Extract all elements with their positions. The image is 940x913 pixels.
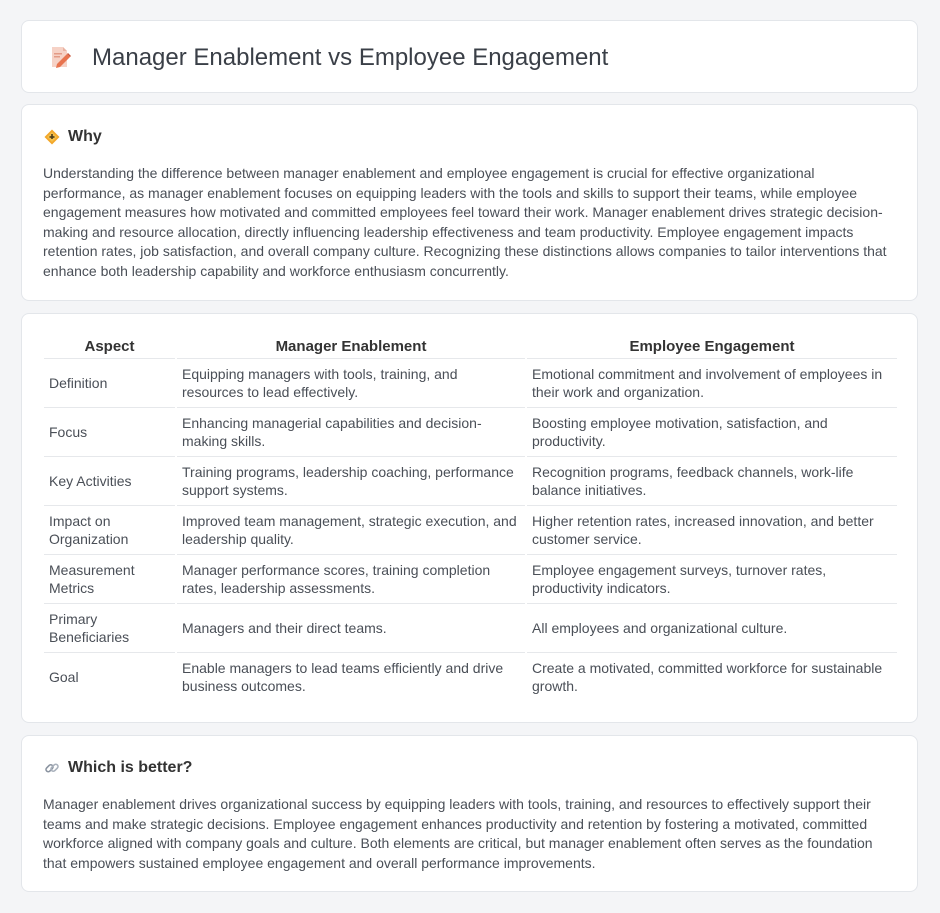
which-is-better-section	[21, 735, 918, 892]
table-row	[44, 555, 897, 604]
why-section	[21, 104, 918, 301]
column-header-aspect: Aspect	[44, 334, 175, 359]
row-manager-enablement: Enable managers to lead teams efficiently and drive business outcomes.	[182, 660, 504, 694]
row-aspect: Measurement Metrics	[44, 555, 175, 604]
row-aspect: Primary Beneficiaries	[44, 604, 175, 653]
table-row	[44, 604, 897, 653]
why-heading-row	[44, 127, 102, 147]
table-header-row	[44, 334, 897, 359]
row-employee-engagement: Higher retention rates, increased innovation, and better customer service.	[527, 506, 897, 555]
diamond-sign-icon	[44, 129, 60, 145]
page-title: Manager Enablement vs Employee Engagement	[92, 44, 609, 71]
header-card	[21, 20, 918, 93]
row-aspect: Focus	[44, 408, 175, 457]
row-employee-engagement: Create a motivated, committed workforce for sustainable growth.	[532, 660, 883, 694]
row-employee-engagement: Boosting employee motivation, satisfaction, and productivity.	[527, 408, 897, 457]
row-employee-engagement: Employee engagement surveys, turnover rates, productivity indicators.	[527, 555, 897, 604]
why-heading: Why	[68, 128, 102, 145]
row-employee-engagement: Recognition programs, feedback channels, work-life balance initiatives.	[527, 457, 897, 506]
table-row	[44, 506, 897, 555]
column-header-employee-engagement: Employee Engagement	[527, 334, 897, 359]
better-text: Manager enablement drives organizational success by equipping leaders with tools, training, and resources to effectively support their teams and make strategic decisions. Employee engagement enhances productivity and retention by fostering a motivated, committed workforce aligned with company goals and culture. Both elements are critical, but manager enablement often serves as the foundation that empowers sustained employee engagement and overall performance improvements.	[43, 796, 873, 871]
row-manager-enablement: Equipping managers with tools, training, and resources to lead effectively.	[177, 359, 525, 408]
column-header-manager-enablement: Manager Enablement	[177, 334, 525, 359]
row-aspect: Key Activities	[44, 457, 175, 506]
row-employee-engagement: All employees and organizational culture.	[527, 604, 897, 653]
table-row	[44, 359, 897, 408]
row-aspect: Goal	[49, 669, 79, 685]
row-aspect: Impact on Organization	[44, 506, 175, 555]
row-aspect: Definition	[44, 359, 175, 408]
table-row	[44, 457, 897, 506]
table-row	[44, 408, 897, 457]
table-row	[44, 653, 897, 701]
why-text: Understanding the difference between manager enablement and employee engagement is crucial for effective organizational performance, as manager enablement focuses on equipping leaders with the tools and skills to support their teams, while employee engagement measures how motivated and committed employees feel toward their work. Manager enablement drives strategic decision-making and resource allocation, directly influencing leadership effectiveness and team productivity. Employee engagement impacts retention rates, job satisfaction, and overall company culture. Recognizing these distinctions allows companies to tailor interventions that enhance both leadership capability and workforce enthusiasm concurrently.	[43, 165, 887, 279]
row-employee-engagement: Emotional commitment and involvement of employees in their work and organization.	[527, 359, 897, 408]
row-manager-enablement: Improved team management, strategic execution, and leadership quality.	[177, 506, 525, 555]
row-manager-enablement: Managers and their direct teams.	[177, 604, 525, 653]
better-heading: Which is better?	[68, 759, 193, 776]
document-pencil-icon	[48, 45, 72, 69]
row-manager-enablement: Manager performance scores, training completion rates, leadership assessments.	[177, 555, 525, 604]
link-icon	[44, 760, 60, 776]
comparison-table	[42, 334, 899, 701]
row-manager-enablement: Enhancing managerial capabilities and decision-making skills.	[177, 408, 525, 457]
comparison-card	[21, 313, 918, 723]
better-heading-row	[44, 758, 192, 778]
row-manager-enablement: Training programs, leadership coaching, performance support systems.	[177, 457, 525, 506]
